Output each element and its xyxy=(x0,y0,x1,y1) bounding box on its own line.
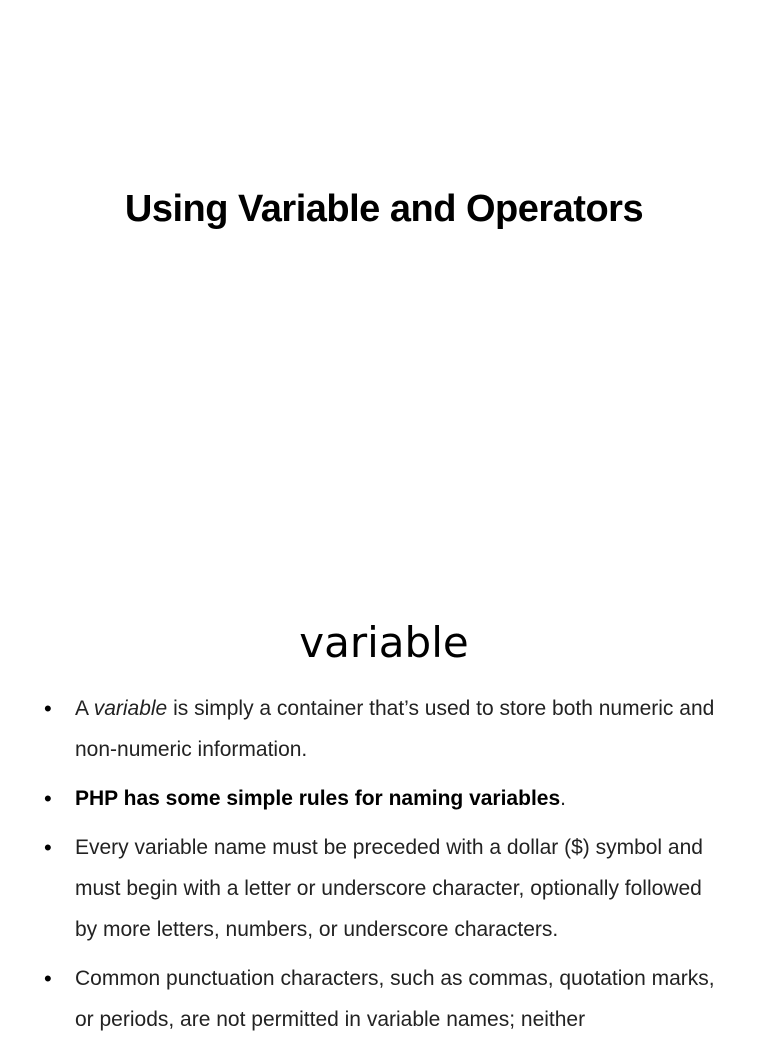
bullet-icon: • xyxy=(44,966,52,991)
list-item xyxy=(0,958,768,1040)
list-item xyxy=(0,778,768,819)
bullet-text: is simply a container that’s used to store both numeric and non-numeric information. xyxy=(75,697,715,761)
slide-title: Using Variable and Operators xyxy=(124,188,644,230)
bullet-text: A xyxy=(75,697,94,720)
list-item xyxy=(0,827,768,950)
bullet-icon: • xyxy=(44,786,52,811)
section-heading: variable xyxy=(299,618,469,667)
bullet-icon: • xyxy=(44,696,52,721)
bullet-text: . xyxy=(560,787,566,810)
bullet-text: Every variable name must be preceded with a dollar ($) symbol and must begin with a letter or underscore character, optionally followed by more letters, numbers, or underscore characters. xyxy=(75,836,703,941)
list-item xyxy=(0,688,768,770)
bullet-text: Common punctuation characters, such as commas, quotation marks, or periods, are not permitted in variable names; neither xyxy=(75,967,715,1031)
bullet-list xyxy=(0,688,768,1048)
bullet-text-bold: PHP has some simple rules for naming variables xyxy=(75,787,561,810)
bullet-icon: • xyxy=(44,835,52,860)
bullet-text-italic: variable xyxy=(93,697,168,720)
